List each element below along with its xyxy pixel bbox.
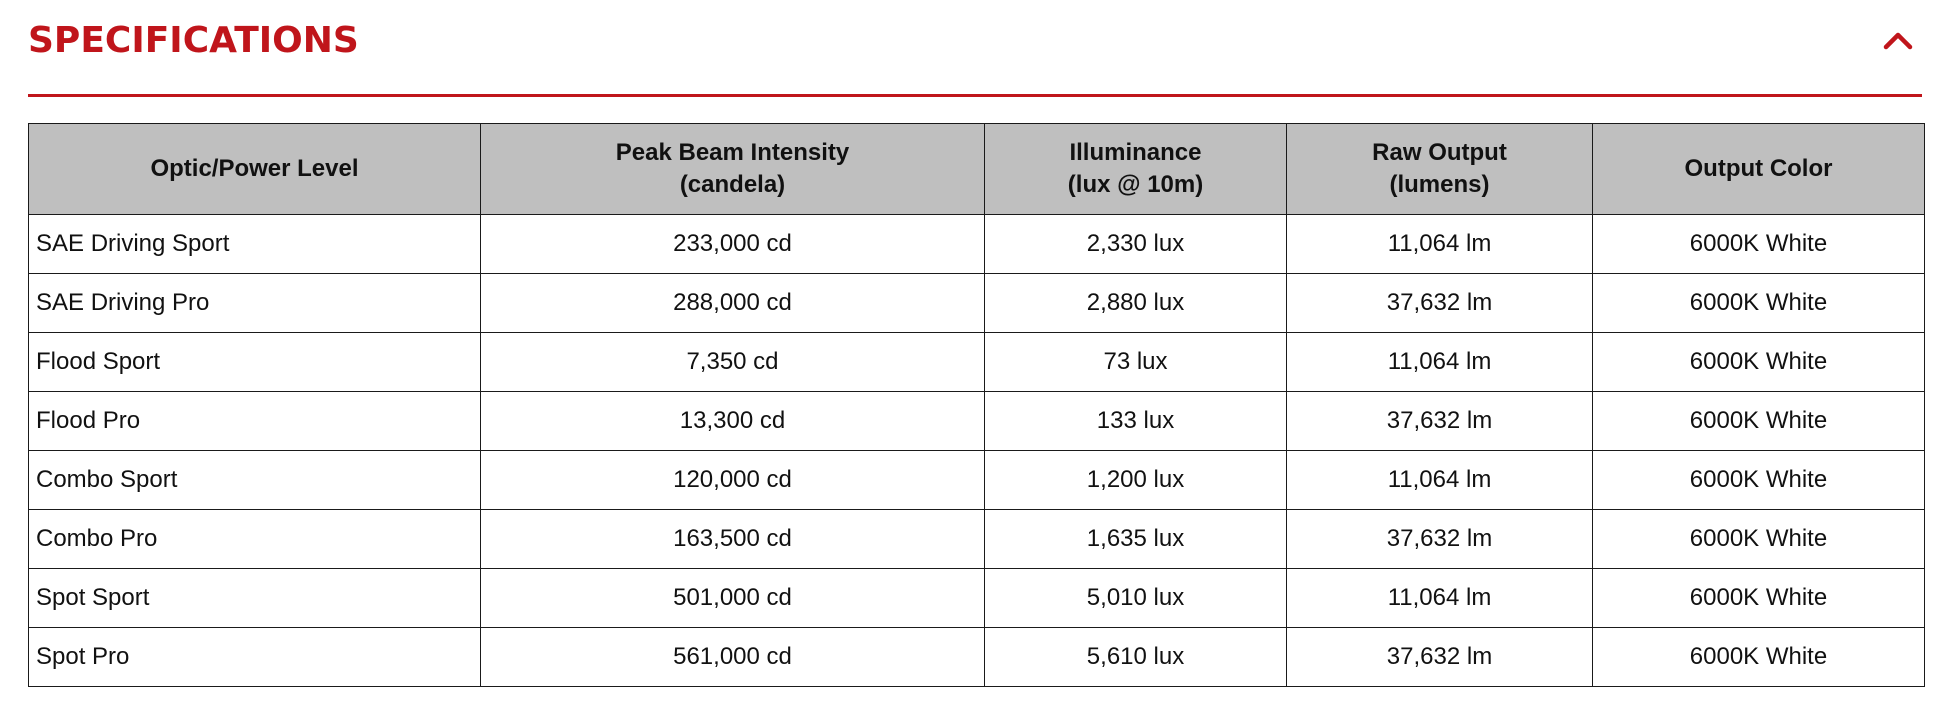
cell-illuminance: 2,880 lux xyxy=(985,274,1287,333)
cell-output-color: 6000K White xyxy=(1593,215,1925,274)
header-illuminance: Illuminance (lux @ 10m) xyxy=(985,124,1287,215)
chevron-up-icon[interactable] xyxy=(1883,30,1913,50)
table-row xyxy=(29,392,1925,451)
table-row xyxy=(29,510,1925,569)
cell-optic-power-level: Flood Sport xyxy=(29,333,481,392)
cell-optic-power-level: Spot Sport xyxy=(29,569,481,628)
header-optic-power-level: Optic/Power Level xyxy=(29,124,481,215)
cell-output-color: 6000K White xyxy=(1593,510,1925,569)
cell-optic-power-level: Combo Sport xyxy=(29,451,481,510)
table-row xyxy=(29,569,1925,628)
cell-illuminance: 133 lux xyxy=(985,392,1287,451)
cell-raw-output: 37,632 lm xyxy=(1287,392,1593,451)
specifications-section xyxy=(28,0,1922,97)
cell-raw-output: 11,064 lm xyxy=(1287,215,1593,274)
cell-peak-beam-intensity: 120,000 cd xyxy=(481,451,985,510)
cell-raw-output: 37,632 lm xyxy=(1287,510,1593,569)
cell-illuminance: 5,010 lux xyxy=(985,569,1287,628)
cell-raw-output: 11,064 lm xyxy=(1287,451,1593,510)
section-title: SPECIFICATIONS xyxy=(28,20,359,61)
table-row xyxy=(29,451,1925,510)
table-body xyxy=(29,215,1925,687)
table-row xyxy=(29,333,1925,392)
header-output-color: Output Color xyxy=(1593,124,1925,215)
cell-illuminance: 2,330 lux xyxy=(985,215,1287,274)
cell-optic-power-level: SAE Driving Sport xyxy=(29,215,481,274)
cell-output-color: 6000K White xyxy=(1593,274,1925,333)
header-raw-output: Raw Output (lumens) xyxy=(1287,124,1593,215)
cell-optic-power-level: SAE Driving Pro xyxy=(29,274,481,333)
table-row xyxy=(29,628,1925,687)
cell-output-color: 6000K White xyxy=(1593,569,1925,628)
cell-optic-power-level: Flood Pro xyxy=(29,392,481,451)
cell-output-color: 6000K White xyxy=(1593,628,1925,687)
cell-illuminance: 73 lux xyxy=(985,333,1287,392)
header-peak-beam-intensity: Peak Beam Intensity (candela) xyxy=(481,124,985,215)
cell-raw-output: 11,064 lm xyxy=(1287,333,1593,392)
cell-illuminance: 1,200 lux xyxy=(985,451,1287,510)
cell-peak-beam-intensity: 561,000 cd xyxy=(481,628,985,687)
cell-peak-beam-intensity: 501,000 cd xyxy=(481,569,985,628)
section-header[interactable] xyxy=(28,0,1922,97)
cell-optic-power-level: Combo Pro xyxy=(29,510,481,569)
cell-peak-beam-intensity: 163,500 cd xyxy=(481,510,985,569)
cell-output-color: 6000K White xyxy=(1593,333,1925,392)
table-row xyxy=(29,215,1925,274)
cell-peak-beam-intensity: 13,300 cd xyxy=(481,392,985,451)
cell-raw-output: 37,632 lm xyxy=(1287,274,1593,333)
cell-optic-power-level: Spot Pro xyxy=(29,628,481,687)
cell-raw-output: 37,632 lm xyxy=(1287,628,1593,687)
cell-peak-beam-intensity: 7,350 cd xyxy=(481,333,985,392)
specifications-table xyxy=(28,123,1925,687)
cell-output-color: 6000K White xyxy=(1593,392,1925,451)
cell-peak-beam-intensity: 288,000 cd xyxy=(481,274,985,333)
header-row xyxy=(29,124,1925,215)
table-header xyxy=(29,124,1925,215)
cell-peak-beam-intensity: 233,000 cd xyxy=(481,215,985,274)
table-row xyxy=(29,274,1925,333)
cell-raw-output: 11,064 lm xyxy=(1287,569,1593,628)
cell-output-color: 6000K White xyxy=(1593,451,1925,510)
cell-illuminance: 5,610 lux xyxy=(985,628,1287,687)
collapse-toggle-button[interactable] xyxy=(1880,22,1916,58)
cell-illuminance: 1,635 lux xyxy=(985,510,1287,569)
